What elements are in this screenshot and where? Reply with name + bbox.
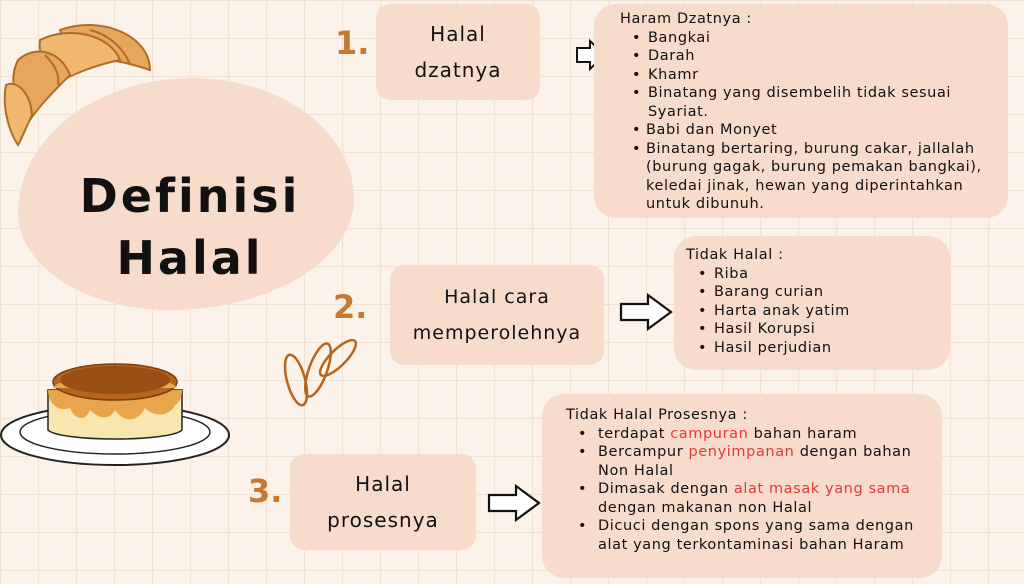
leaf-doodle-icon	[278, 322, 358, 412]
list-item: • Bercampur penyimpanan dengan bahan Non Halal	[566, 443, 924, 480]
arrow-right-icon	[618, 292, 674, 332]
section-1-label-line-2: dzatnya	[414, 58, 502, 82]
list-item: • Dimasak dengan alat masak yang sama dengan makanan non Halal	[566, 480, 924, 517]
list-item: • Darah	[620, 47, 998, 66]
list-item: • terdapat campuran bahan haram	[566, 425, 924, 444]
section-1-panel	[594, 4, 1008, 218]
arrow-right-icon	[486, 483, 542, 523]
highlight-text: alat masak yang sama	[733, 481, 911, 497]
section-2-label	[390, 265, 604, 365]
list-item: • Dicuci dengan spons yang sama dengan alat yang terkontaminasi bahan Haram	[566, 517, 924, 554]
section-3-number: 3.	[248, 472, 283, 510]
list-item: • Binatang yang disembelih tidak sesuai Syariat.	[620, 84, 998, 121]
section-2-panel	[674, 236, 950, 370]
section-2-list	[686, 265, 940, 358]
section-2-label-line-2: memperolehnya	[412, 322, 582, 344]
section-1-panel-title: Haram Dzatnya :	[620, 11, 752, 27]
list-item: • Riba	[686, 265, 940, 284]
section-2-panel-title: Tidak Halal :	[686, 247, 784, 263]
list-item: • Binatang bertaring, burung cakar, jallalah (burung gagak, burung pemakan bangkai), keledai jinak, hewan yang diperintahkan untuk dibunuh.	[620, 140, 998, 214]
highlight-text: penyimpanan	[688, 444, 795, 460]
section-1-list	[620, 29, 998, 214]
pudding-illustration	[0, 350, 235, 475]
section-1-label-line-1: Halal	[430, 22, 486, 46]
highlight-text: campuran	[670, 425, 749, 442]
section-3-label-line-2: prosesnya	[327, 508, 439, 532]
list-item: • Babi dan Monyet	[620, 121, 998, 140]
section-3-panel	[542, 394, 942, 578]
section-3-label	[290, 454, 476, 550]
list-item: • Khamr	[620, 66, 998, 85]
list-item: • Hasil perjudian	[686, 339, 940, 358]
list-item: • Bangkai	[620, 29, 998, 48]
section-2-label-line-1: Halal cara	[444, 286, 550, 308]
list-item: • Barang curian	[686, 283, 940, 302]
list-item: • Hasil Korupsi	[686, 320, 940, 339]
title-line-1: Definisi	[79, 169, 301, 223]
section-1-number: 1.	[335, 24, 370, 62]
page-title	[40, 165, 340, 289]
section-3-list	[566, 425, 932, 555]
list-item: • Harta anak yatim	[686, 302, 940, 321]
section-3-label-line-1: Halal	[355, 472, 411, 496]
title-line-2: Halal	[116, 231, 264, 285]
section-2-number: 2.	[333, 288, 368, 326]
section-1-label	[376, 4, 540, 100]
section-3-panel-title: Tidak Halal Prosesnya :	[566, 407, 748, 423]
